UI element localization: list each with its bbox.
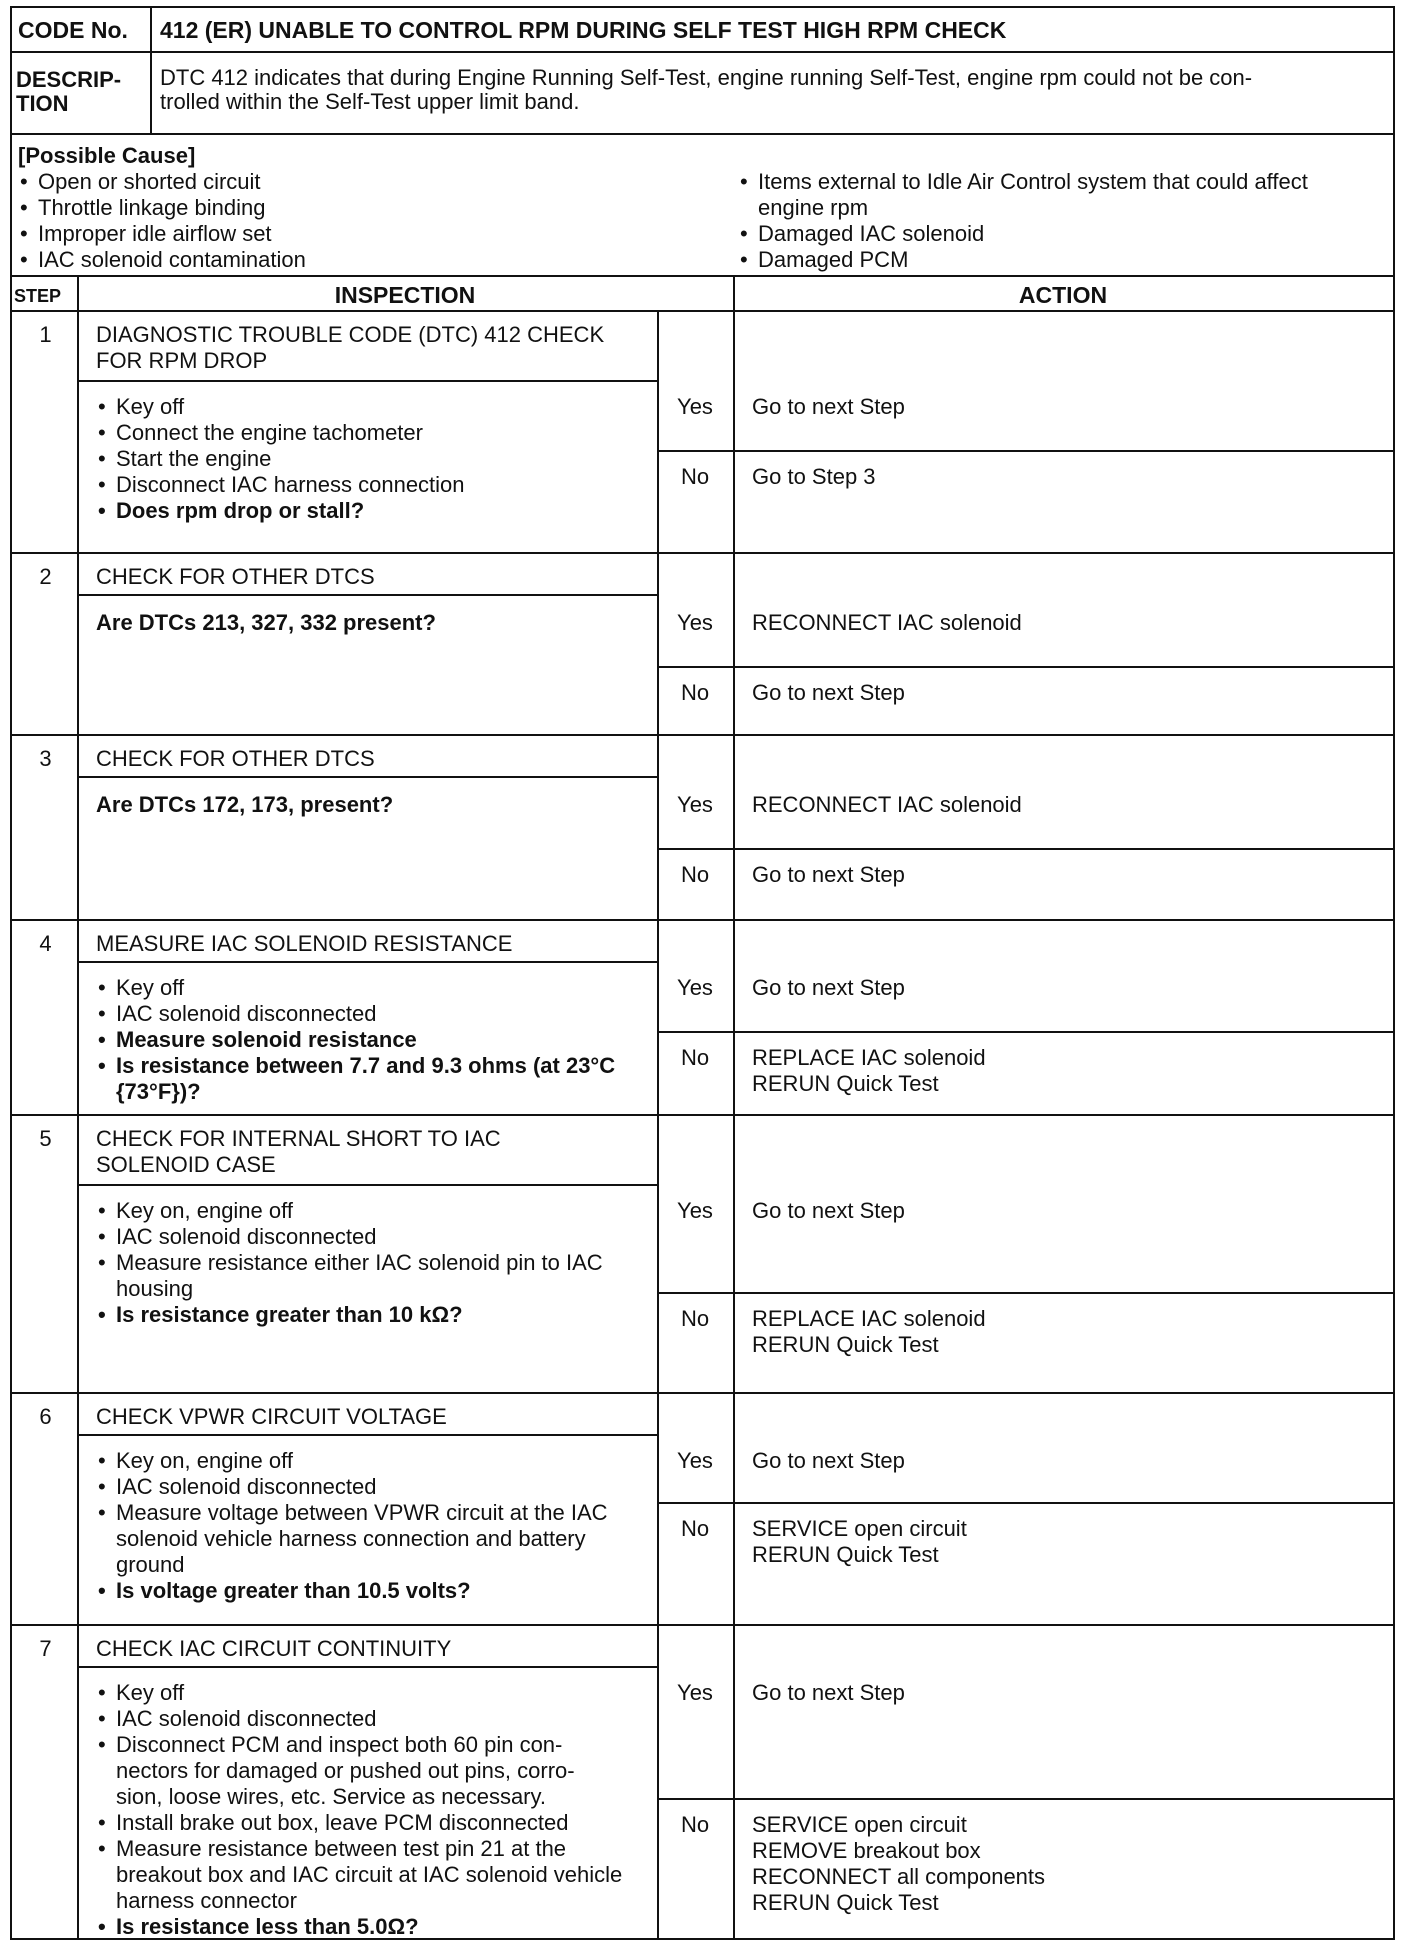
inspection-question: • Is resistance less than 5.0Ω? (96, 1914, 656, 1940)
inspection-item: • IAC solenoid disconnected (96, 1706, 656, 1732)
yes-action: Go to next Step (752, 394, 905, 419)
step-number: 2 (39, 564, 52, 589)
inspection-question: • Is resistance between 7.7 and 9.3 ohms (at 23°C {73°F})? (96, 1053, 616, 1105)
description-label-2: TION (16, 91, 69, 116)
code-row (12, 8, 1393, 53)
yes-label: Yes (677, 394, 713, 419)
inspection-item: • Key on, engine off (96, 1448, 656, 1474)
inspection-item: • Measure resistance between test pin 21 at the breakout box and IAC circuit at IAC solenoid vehicle harness connector (96, 1836, 626, 1914)
no-action-1: SERVICE open circuit (752, 1812, 967, 1837)
col-inspection: INSPECTION (334, 282, 476, 308)
no-action-2: RERUN Quick Test (752, 1071, 939, 1096)
no-label: No (680, 1516, 710, 1541)
cause-item: engine rpm (758, 195, 869, 220)
inspection-item: • Key on, engine off (96, 1198, 656, 1224)
column-header-row (12, 277, 1393, 312)
inspection-item: • IAC solenoid disconnected (96, 1001, 656, 1027)
inspection-item: • Start the engine (96, 446, 656, 472)
yes-label: Yes (677, 792, 713, 817)
col-action: ACTION (1018, 282, 1108, 308)
inspection-list (96, 1198, 656, 1328)
possible-cause-section (12, 135, 1393, 277)
yes-action: Go to next Step (752, 975, 905, 1000)
inspection-question: Are DTCs 213, 327, 332 present? (96, 610, 436, 635)
no-action: Go to next Step (752, 862, 905, 887)
inspection-item: • Measure voltage between VPWR circuit at the IAC solenoid vehicle harness connection and battery ground (96, 1500, 626, 1578)
description-line-2: trolled within the Self-Test upper limit band. (160, 89, 580, 114)
inspection-item: • Connect the engine tachometer (96, 420, 656, 446)
step-number: 3 (39, 746, 52, 771)
inspection-list (96, 1448, 656, 1604)
no-label: No (680, 464, 710, 489)
inspection-list (96, 394, 656, 524)
step-5 (12, 1116, 1393, 1394)
col-step: STEP (14, 286, 62, 306)
code-title: 412 (ER) UNABLE TO CONTROL RPM DURING SELF TEST HIGH RPM CHECK (160, 17, 1007, 43)
inspection-item: • Key off (96, 975, 656, 1001)
no-label: No (680, 1812, 710, 1837)
possible-cause-heading: [Possible Cause] (18, 143, 196, 168)
cause-item: • Improper idle airflow set (18, 221, 306, 247)
step-title: CHECK IAC CIRCUIT CONTINUITY (96, 1636, 452, 1661)
inspection-item: • Disconnect IAC harness connection (96, 472, 656, 498)
no-label: No (680, 1306, 710, 1331)
inspection-question: Are DTCs 172, 173, present? (96, 792, 394, 817)
inspection-list (96, 975, 656, 1105)
no-action-1: REPLACE IAC solenoid (752, 1306, 986, 1331)
no-action-1: SERVICE open circuit (752, 1516, 967, 1541)
cause-list-right: • Items external to Idle Air Control system that could affect engine rpm • Damaged IAC solenoid • Damaged PCM (740, 169, 1308, 272)
description-label-1: DESCRIP- (16, 67, 122, 92)
no-action-2: RERUN Quick Test (752, 1332, 939, 1357)
yes-action: Go to next Step (752, 1198, 905, 1223)
step-title: CHECK FOR OTHER DTCS (96, 746, 375, 771)
yes-label: Yes (677, 610, 713, 635)
inspection-item: • Disconnect PCM and inspect both 60 pin con- nectors for damaged or pushed out pins, corro- sion, loose wires, etc. Service as necessary. (96, 1732, 616, 1810)
diagnostic-sheet (10, 6, 1395, 1940)
step-number: 4 (39, 931, 52, 956)
no-action-3: RECONNECT all components (752, 1864, 1046, 1889)
no-label: No (680, 680, 710, 705)
step-3 (12, 736, 1393, 921)
step-2 (12, 554, 1393, 736)
yes-label: Yes (677, 975, 713, 1000)
inspection-item: • Measure solenoid resistance (96, 1027, 656, 1053)
step-1 (12, 312, 1393, 554)
step-4 (12, 921, 1393, 1116)
step-title: DIAGNOSTIC TROUBLE CODE (DTC) 412 CHECK FOR RPM DROP (96, 322, 605, 373)
no-action-2: RERUN Quick Test (752, 1542, 939, 1567)
cause-item: • Throttle linkage binding (18, 195, 306, 221)
code-label: CODE No. (18, 17, 128, 43)
step-title: CHECK VPWR CIRCUIT VOLTAGE (96, 1404, 447, 1429)
inspection-item: • Key off (96, 1680, 656, 1706)
no-label: No (680, 862, 710, 887)
yes-action: RECONNECT IAC solenoid (752, 792, 1022, 817)
yes-label: Yes (677, 1680, 713, 1705)
step-6 (12, 1394, 1393, 1626)
inspection-item: • IAC solenoid disconnected (96, 1224, 656, 1250)
step-number: 1 (39, 322, 52, 347)
inspection-question: • Is resistance greater than 10 kΩ? (96, 1302, 656, 1328)
inspection-item: • Key off (96, 394, 656, 420)
yes-action: RECONNECT IAC solenoid (752, 610, 1022, 635)
inspection-item: • Measure resistance either IAC solenoid pin to IAC housing (96, 1250, 626, 1302)
step-title: MEASURE IAC SOLENOID RESISTANCE (96, 931, 513, 956)
yes-label: Yes (677, 1448, 713, 1473)
inspection-item: • Install brake out box, leave PCM disconnected (96, 1810, 656, 1836)
step-number: 5 (39, 1126, 52, 1151)
step-number: 7 (39, 1636, 52, 1661)
step-number: 6 (39, 1404, 52, 1429)
inspection-question: • Does rpm drop or stall? (96, 498, 656, 524)
inspection-item: • IAC solenoid disconnected (96, 1474, 656, 1500)
yes-action: Go to next Step (752, 1680, 905, 1705)
cause-item: Damaged IAC solenoid (758, 221, 985, 246)
description-line-1: DTC 412 indicates that during Engine Running Self-Test, engine running Self-Test, engine rpm could not be con- (160, 65, 1253, 90)
yes-action: Go to next Step (752, 1448, 905, 1473)
no-label: No (680, 1045, 710, 1070)
cause-list-left (18, 169, 306, 273)
step-title: CHECK FOR INTERNAL SHORT TO IAC SOLENOID CASE (96, 1126, 501, 1177)
cause-item: • Open or shorted circuit (18, 169, 306, 195)
description-row (12, 53, 1393, 135)
no-action-2: REMOVE breakout box (752, 1838, 981, 1863)
no-action: Go to next Step (752, 680, 905, 705)
no-action-4: RERUN Quick Test (752, 1890, 939, 1915)
step-7 (12, 1626, 1393, 1938)
inspection-list (96, 1680, 656, 1940)
cause-item: Damaged PCM (758, 247, 909, 272)
yes-label: Yes (677, 1198, 713, 1223)
cause-item: Items external to Idle Air Control system that could affect (758, 169, 1308, 194)
cause-item: • IAC solenoid contamination (18, 247, 306, 273)
step-title: CHECK FOR OTHER DTCS (96, 564, 375, 589)
no-action: Go to Step 3 (752, 464, 876, 489)
inspection-question: • Is voltage greater than 10.5 volts? (96, 1578, 656, 1604)
no-action-1: REPLACE IAC solenoid (752, 1045, 986, 1070)
